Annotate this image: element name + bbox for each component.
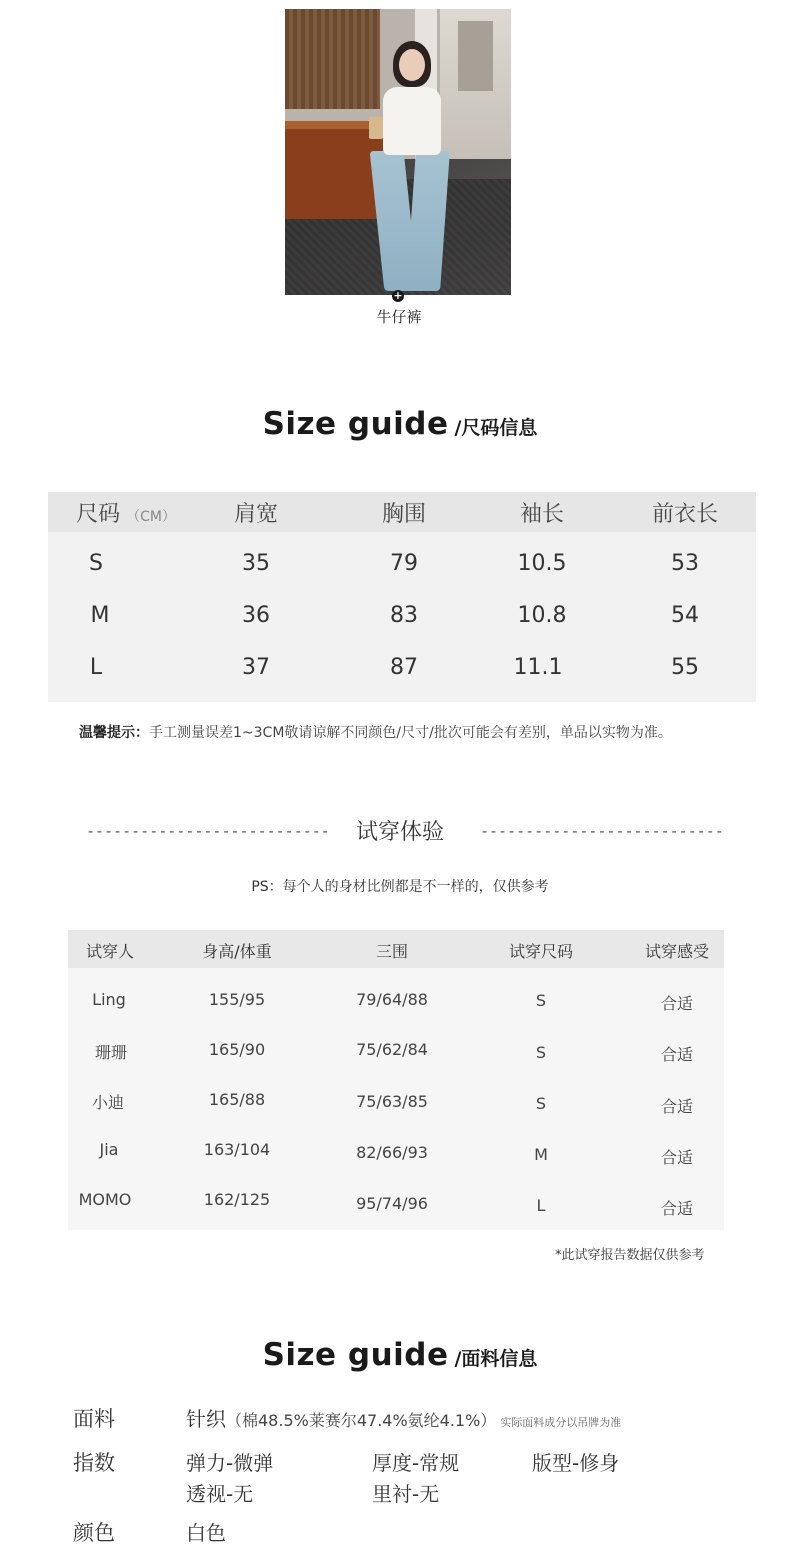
tryon-row — [68, 1138, 724, 1188]
size-cell: 35 — [242, 551, 270, 576]
tryon-cell: L — [536, 1196, 546, 1215]
tryon-ps: PS：每个人的身材比例都是不一样的，仅供参考 — [251, 879, 549, 895]
color-label: 颜色 — [73, 1521, 115, 1545]
tryon-header-measurements: 三围 — [375, 942, 409, 961]
tryon-row — [68, 1088, 724, 1138]
index-label: 指数 — [73, 1451, 115, 1475]
size-row — [48, 644, 756, 696]
size-row — [48, 540, 756, 592]
size-cell: 79 — [390, 551, 418, 576]
tryon-note: *此试穿报告数据仅供参考 — [555, 1248, 705, 1263]
tryon-cell: 165/88 — [208, 1090, 266, 1109]
size-header-sleeve: 袖长 — [519, 502, 565, 527]
size-cell: 55 — [671, 655, 699, 680]
tryon-cell: 95/74/96 — [356, 1194, 428, 1213]
size-cell: 83 — [390, 603, 418, 628]
tryon-cell: M — [534, 1145, 548, 1164]
fabric-guide-heading — [0, 1337, 800, 1373]
tryon-cell: S — [535, 1043, 547, 1062]
size-cell: S — [89, 551, 103, 576]
size-cell: 10.8 — [517, 603, 567, 628]
tryon-header-feeling: 试穿感受 — [644, 942, 710, 961]
measurement-tip — [79, 722, 672, 742]
tryon-cell: 165/90 — [208, 1040, 266, 1059]
tryon-cell: 155/95 — [208, 990, 266, 1009]
tryon-cell: 162/125 — [203, 1190, 271, 1209]
tryon-cell: Jia — [99, 1140, 119, 1159]
fabric-guide-title: Size guide — [262, 1337, 449, 1373]
tip-text: 手工测量误差1~3CM敬请谅解不同颜色/尺寸/批次可能会有差别，单品以实物为准。 — [149, 725, 672, 741]
tryon-cell: 82/66/93 — [356, 1143, 428, 1162]
tryon-cell: Ling — [92, 990, 126, 1009]
tryon-cell: 合适 — [660, 994, 694, 1013]
tryon-header-person: 试穿人 — [85, 942, 135, 961]
tryon-cell: 合适 — [660, 1097, 694, 1116]
fabric-note: 实际面料成分以吊牌为准 — [500, 1416, 622, 1429]
color-value: 白色 — [186, 1521, 226, 1545]
tryon-cell: S — [535, 1094, 547, 1113]
fabric-label: 面料 — [73, 1407, 115, 1431]
fabric-value — [186, 1403, 621, 1432]
tryon-cell: 163/104 — [203, 1140, 271, 1159]
tryon-cell: 合适 — [660, 1199, 694, 1218]
size-cell: 54 — [671, 603, 699, 628]
plus-icon[interactable]: + — [393, 289, 403, 302]
size-cell: M — [90, 603, 110, 628]
tryon-row — [68, 1188, 724, 1238]
size-header-shoulder: 肩宽 — [233, 502, 279, 527]
size-table — [48, 492, 756, 702]
size-unit: （CM） — [126, 509, 176, 525]
size-header-chest: 胸围 — [381, 502, 427, 527]
size-table-header — [48, 492, 756, 532]
product-caption: 牛仔裤 — [376, 308, 422, 326]
size-cell: 37 — [242, 655, 270, 680]
tryon-row — [68, 1038, 724, 1088]
tryon-cell: MOMO — [78, 1190, 132, 1209]
tip-label: 温馨提示： — [79, 725, 149, 741]
fabric-guide-subtitle: /面料信息 — [454, 1348, 538, 1370]
elasticity-value: 弹力-微弹 — [186, 1451, 274, 1475]
tryon-cell: S — [535, 991, 547, 1010]
size-header-size: 尺码 （CM） — [76, 502, 176, 527]
divider-right: --------------------------- — [480, 822, 724, 840]
size-cell: 87 — [390, 655, 418, 680]
size-guide-heading — [0, 406, 800, 442]
fabric-main: 针织 — [186, 1407, 226, 1431]
size-guide-subtitle: /尺码信息 — [454, 417, 538, 439]
size-header-length: 前衣长 — [651, 502, 719, 527]
size-guide-title: Size guide — [262, 406, 449, 442]
transparency-value: 透视-无 — [186, 1482, 254, 1506]
tryon-table — [68, 930, 724, 1230]
divider-left: --------------------------- — [86, 822, 330, 840]
tryon-title: 试穿体验 — [355, 820, 444, 845]
tryon-row — [68, 988, 724, 1038]
tryon-table-header — [68, 930, 724, 968]
size-row — [48, 592, 756, 644]
size-cell: 36 — [242, 603, 270, 628]
tryon-header-height-weight: 身高/体重 — [202, 942, 272, 961]
size-cell: 11.1 — [513, 655, 563, 680]
tryon-cell: 合适 — [660, 1148, 694, 1167]
tryon-cell: 小迪 — [91, 1093, 125, 1112]
tryon-cell: 79/64/88 — [356, 990, 428, 1009]
size-cell: 10.5 — [517, 551, 567, 576]
tryon-cell: 75/63/85 — [356, 1092, 428, 1111]
lining-value: 里衬-无 — [372, 1482, 440, 1506]
thickness-value: 厚度-常规 — [372, 1451, 460, 1475]
tryon-cell: 珊珊 — [94, 1043, 128, 1062]
size-cell: 53 — [671, 551, 699, 576]
size-cell: L — [89, 655, 103, 680]
tryon-cell: 75/62/84 — [356, 1040, 428, 1059]
fit-value: 版型-修身 — [532, 1451, 620, 1475]
fabric-composition: （棉48.5%莱赛尔47.4%氨纶4.1%） — [226, 1411, 497, 1430]
tryon-cell: 合适 — [660, 1045, 694, 1064]
product-photo — [285, 9, 511, 295]
tryon-header-size: 试穿尺码 — [508, 942, 574, 961]
